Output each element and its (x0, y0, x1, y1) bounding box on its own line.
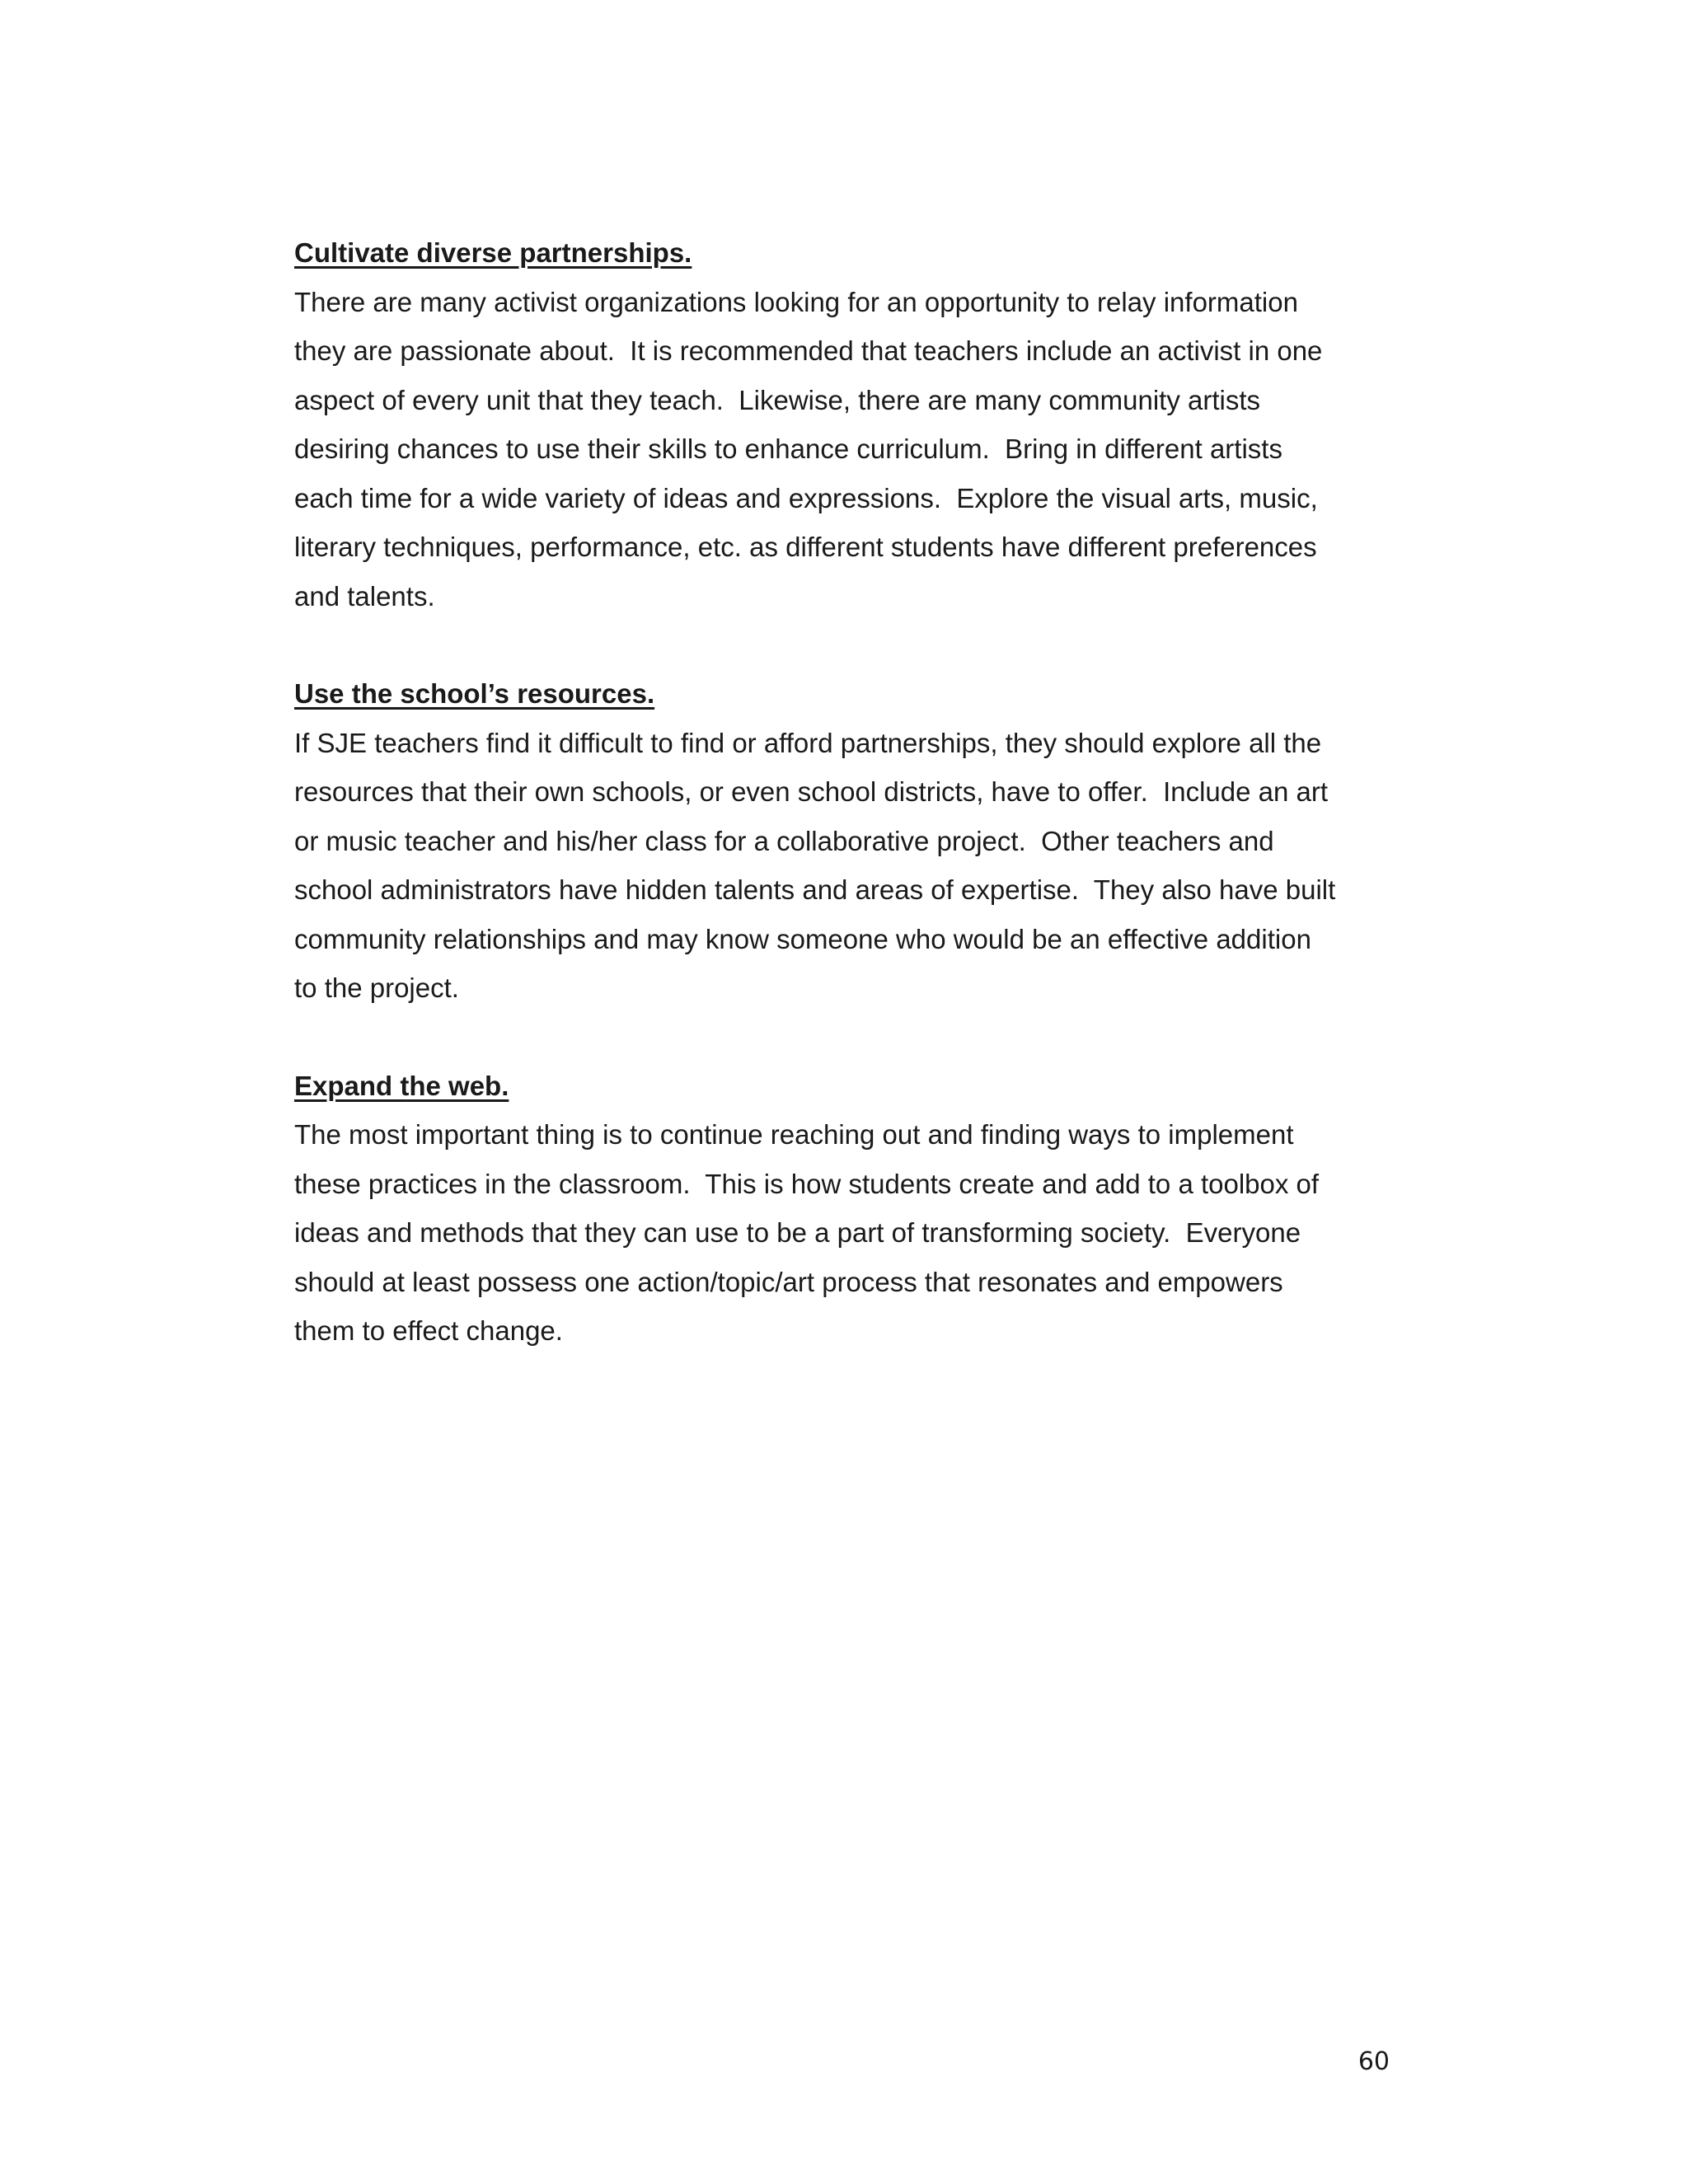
section-cultivate-partnerships (294, 228, 1407, 621)
paragraph-line: school administrators have hidden talents and areas of expertise. They also have built (294, 874, 1336, 905)
paragraph-line: If SJE teachers find it difficult to find or afford partnerships, they should explore all the (294, 727, 1322, 758)
paragraph-line: to the project. (294, 972, 459, 1003)
paragraph-line: ideas and methods that they can use to be a part of transforming society. Everyone (294, 1217, 1301, 1248)
section-heading: Cultivate diverse partnerships. (294, 237, 692, 268)
paragraph-line: literary techniques, performance, etc. as different students have different preferences (294, 532, 1317, 562)
section-paragraph (294, 719, 1407, 1013)
section-heading: Use the school’s resources. (294, 678, 655, 709)
section-expand-web (294, 1062, 1407, 1356)
paragraph-line: The most important thing is to continue reaching out and finding ways to implement (294, 1119, 1294, 1150)
paragraph-line: community relationships and may know someone who would be an effective addition (294, 923, 1311, 954)
paragraph-line: these practices in the classroom. This is how students create and add to a toolbox of (294, 1168, 1320, 1199)
paragraph-line: and talents. (294, 580, 435, 612)
paragraph-line: them to effect change. (294, 1315, 563, 1346)
section-heading: Expand the web. (294, 1070, 509, 1101)
paragraph-line: resources that their own schools, or even school districts, have to offer. Include an art (294, 776, 1329, 807)
section-paragraph (294, 1110, 1407, 1356)
page-number: 60 (1357, 2047, 1390, 2076)
paragraph-line: desiring chances to use their skills to enhance curriculum. Bring in different artists (294, 434, 1282, 464)
paragraph-line: they are passionate about. It is recommended that teachers include an activist in one (294, 335, 1323, 366)
section-paragraph (294, 278, 1407, 621)
paragraph-line: or music teacher and his/her class for a collaborative project. Other teachers and (294, 825, 1274, 856)
paragraph-line: There are many activist organizations looking for an opportunity to relay information (294, 286, 1298, 317)
page-body (294, 228, 1407, 1404)
paragraph-line: should at least possess one action/topic/art process that resonates and empowers (294, 1266, 1283, 1297)
section-school-resources (294, 669, 1407, 1013)
paragraph-line: aspect of every unit that they teach. Likewise, there are many community artists (294, 384, 1261, 415)
paragraph-line: each time for a wide variety of ideas and expressions. Explore the visual arts, music, (294, 482, 1318, 513)
